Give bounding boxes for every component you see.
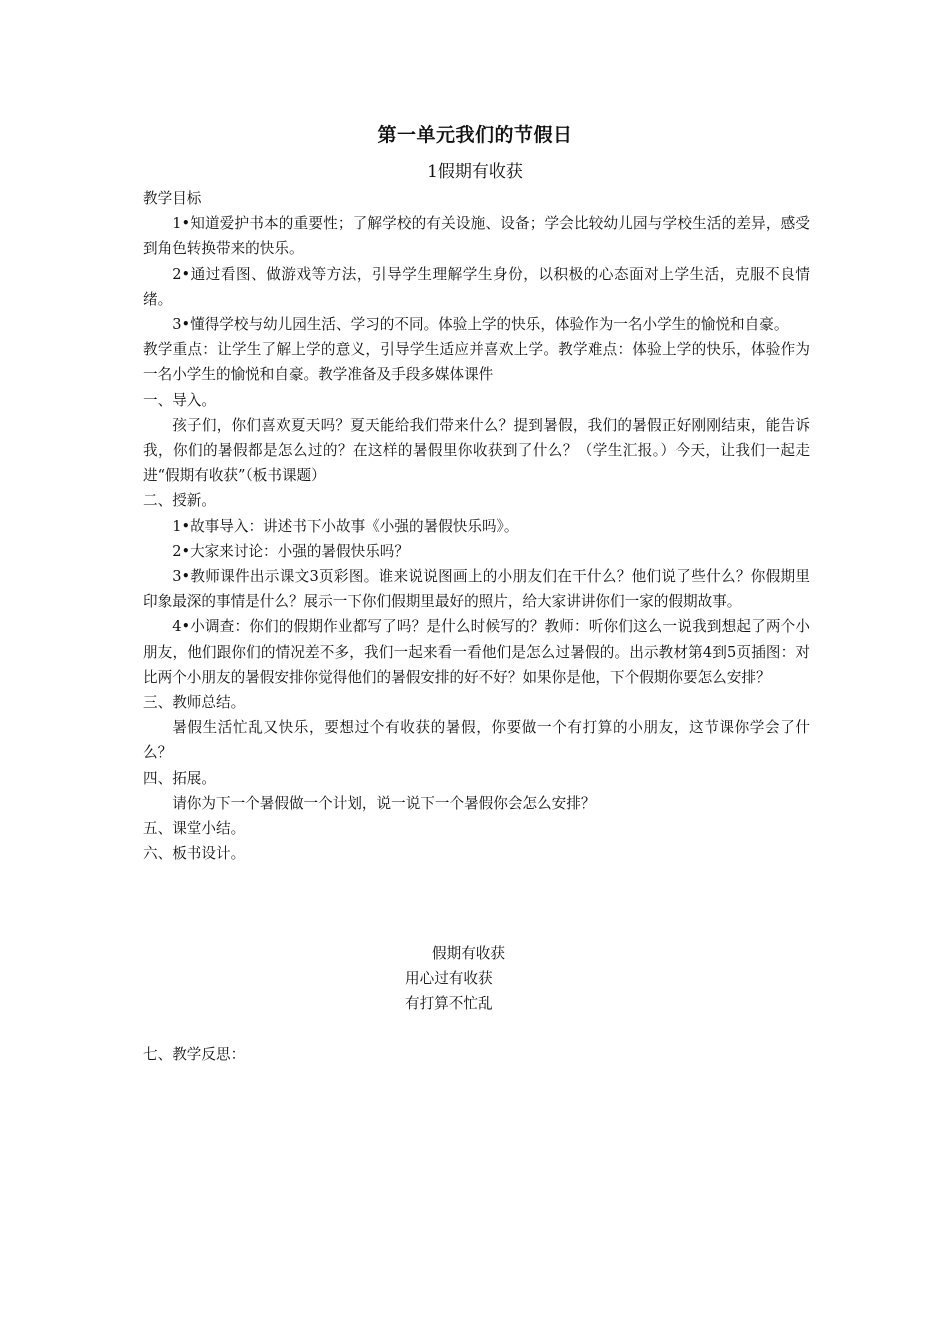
- teaching-item: 4•小调查：你们的假期作业都写了吗？是什么时候写的？教师：听你们这么一说我到想起了两个小朋友，他们跟你们的情况差不多，我们一起来看一看他们是怎么过暑假的。出示教材第4到5页插图：对比两个小朋友的暑假安排你觉得他们的暑假安排的好不好？如果你是他，下个假期你要怎么安排？: [143, 618, 810, 686]
- unit-title: 第一单元我们的节假日: [377, 124, 573, 146]
- section-heading-intro: 一、导入。: [143, 391, 216, 409]
- key-points-paragraph: 教学重点：让学生了解上学的意义，引导学生适应并喜欢上学。教学难点：体验上学的快乐，体验作为一名小学生的愉悦和自豪。教学准备及手段多媒体课件: [143, 341, 810, 384]
- extension-paragraph: 请你为下一个暑假做一个计划，说一说下一个暑假你会怎么安排？: [172, 794, 596, 812]
- objectives-heading: 教学目标: [143, 190, 202, 207]
- section-heading-class-summary: 五、课堂小结。: [143, 820, 246, 838]
- intro-paragraph: 孩子们，你们喜欢夏天吗？夏天能给我们带来什么？提到暑假，我们的暑假正好刚刚结束，能告诉我，你们的暑假都是怎么过的？在这样的暑假里你收获到了什么？（学生汇报。）今天，让我们一起走进“假期有收获”（板书课题）: [143, 416, 810, 485]
- board-line: 有打算不忙乱: [405, 995, 493, 1013]
- teaching-item: 1•故事导入：讲述书下小故事《小强的暑假快乐吗》。: [172, 517, 519, 535]
- section-heading-extension: 四、拓展。: [143, 769, 216, 787]
- board-line: 用心过有收获: [405, 970, 493, 988]
- section-heading-reflection: 七、教学反思：: [143, 1046, 246, 1063]
- objective-item: 1•知道爱护书本的重要性；了解学校的有关设施、设备；学会比较幼儿园与学校生活的差异，感受到角色转换带来的快乐。: [143, 215, 810, 258]
- teaching-item: 3•教师课件出示课文3页彩图。谁来说说图画上的小朋友们在干什么？他们说了些什么？你假期里印象最深的事情是什么？展示一下你们假期里最好的照片，给大家讲讲你们一家的假期故事。: [143, 568, 810, 611]
- lesson-title: 1假期有收获: [427, 162, 523, 182]
- lesson-body: [143, 186, 810, 866]
- teaching-item: 2•大家来讨论：小强的暑假快乐吗？: [172, 542, 409, 560]
- section-heading-teaching: 二、授新。: [143, 492, 216, 510]
- board-line: 假期有收获: [432, 945, 505, 962]
- summary-paragraph: 暑假生活忙乱又快乐，要想过个有收获的暑假，你要做一个有打算的小朋友，这节课你学会了什么？: [143, 719, 810, 762]
- board-design: [0, 941, 950, 1017]
- section-heading-summary: 三、教师总结。: [143, 694, 246, 712]
- objective-item: 2•通过看图、做游戏等方法，引导学生理解学生身份，以积极的心态面对上学生活，克服不良情绪。: [143, 265, 810, 308]
- objective-item: 3•懂得学校与幼儿园生活、学习的不同。体验上学的快乐，体验作为一名小学生的愉悦和自豪。: [172, 316, 789, 334]
- section-heading-board-design: 六、板书设计。: [143, 845, 246, 863]
